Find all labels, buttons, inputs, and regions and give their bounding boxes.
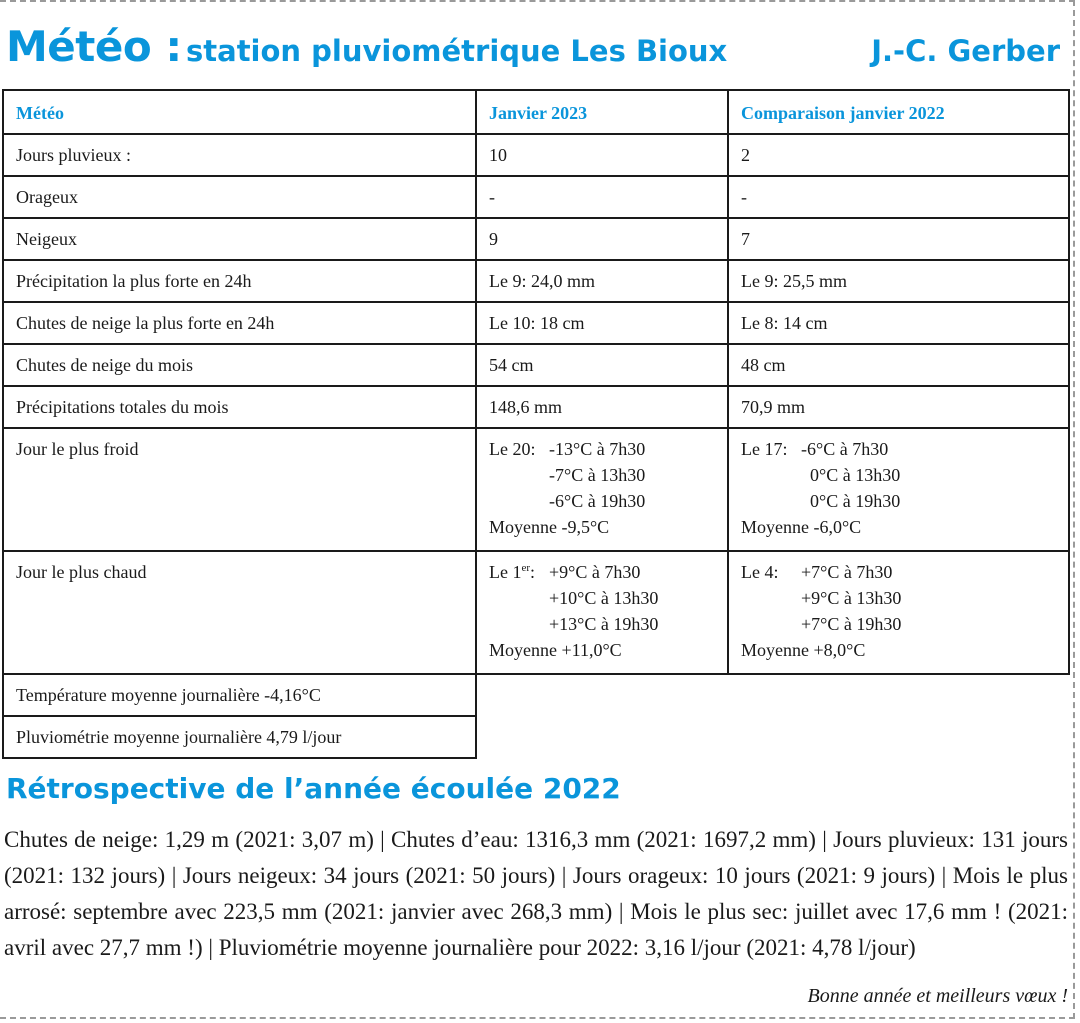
table-row-hottest-day — [3, 551, 1069, 674]
retrospective-title: Rétrospective de l’année écoulée 2022 — [6, 772, 621, 805]
day-label: Le 17: — [741, 439, 788, 459]
temperature-reading: +9°C à 13h30 — [801, 588, 902, 608]
brand-title: Météo : — [6, 22, 182, 71]
value-2022: 48 cm — [728, 344, 1069, 386]
row-label: Orageux — [3, 176, 476, 218]
footer-cell: Température moyenne journalière -4,16°C — [3, 674, 476, 716]
row-label: Chutes de neige du mois — [3, 344, 476, 386]
day-label: Le 20: — [489, 439, 536, 459]
table-row — [3, 134, 1069, 176]
day-label: Le 1er: — [489, 562, 536, 582]
day-label: Le 4: — [741, 562, 779, 582]
value-2023: Le 10: 18 cm — [476, 302, 728, 344]
row-label: Précipitation la plus forte en 24h — [3, 260, 476, 302]
daily-mean: Moyenne -6,0°C — [741, 517, 862, 537]
value-2022: - — [728, 176, 1069, 218]
table-row — [3, 344, 1069, 386]
value-2023: 148,6 mm — [476, 386, 728, 428]
closing-greeting: Bonne année et meilleurs vœux ! — [807, 985, 1068, 1007]
value-2022: 70,9 mm — [728, 386, 1069, 428]
temperature-reading: +7°C à 19h30 — [801, 614, 902, 634]
hottest-2022 — [728, 551, 1069, 674]
table-header-row — [3, 90, 1069, 134]
weather-table — [2, 89, 1070, 759]
header — [6, 18, 1066, 78]
daily-mean: Moyenne -9,5°C — [489, 517, 610, 537]
table-row — [3, 386, 1069, 428]
table-row — [3, 218, 1069, 260]
row-label: Précipitations totales du mois — [3, 386, 476, 428]
table-row — [3, 302, 1069, 344]
row-label: Chutes de neige la plus forte en 24h — [3, 302, 476, 344]
temperature-reading: 0°C à 13h30 — [810, 465, 901, 485]
column-header: Comparaison janvier 2022 — [728, 90, 1069, 134]
coldest-2022 — [728, 428, 1069, 551]
retrospective-text: Chutes de neige: 1,29 m (2021: 3,07 m) | Chutes d’eau: 1316,3 mm (2021: 1697,2 mm) | Jours pluvieux: 131 jours (2021: 132 jours) | Jours neigeux: 34 jours (2021: 50 jours) | Jours orageux: 10 jours (2021: 9 jours) | Mois le plus arrosé: septembre avec 223,5 mm (2021: janvier avec 268,3 mm) | Mois le plus sec: juillet avec 17,6 mm ! (2021: avril avec 27,7 mm !) | Pluviométrie moyenne journalière pour 2022: 3,16 l/jour (2021: 4,78 l/jour) — [4, 827, 1068, 960]
value-2023: - — [476, 176, 728, 218]
row-label: Neigeux — [3, 218, 476, 260]
value-2022: Le 9: 25,5 mm — [728, 260, 1069, 302]
value-2022: 2 — [728, 134, 1069, 176]
hottest-2023 — [476, 551, 728, 674]
table-row — [3, 260, 1069, 302]
daily-mean: Moyenne +11,0°C — [489, 640, 622, 660]
temperature-reading: +13°C à 19h30 — [549, 614, 659, 634]
table-row — [3, 176, 1069, 218]
temperature-reading: 0°C à 19h30 — [810, 491, 901, 511]
table-footer-row — [3, 716, 1069, 758]
row-label: Jour le plus chaud — [3, 551, 476, 674]
column-header: Janvier 2023 — [476, 90, 728, 134]
value-2022: Le 8: 14 cm — [728, 302, 1069, 344]
temperature-reading: -6°C à 7h30 — [801, 439, 889, 459]
temperature-reading: -6°C à 19h30 — [549, 491, 646, 511]
coldest-2023 — [476, 428, 728, 551]
author-name: J.-C. Gerber — [871, 34, 1060, 68]
footer-cell: Pluviométrie moyenne journalière 4,79 l/jour — [3, 716, 476, 758]
row-label: Jours pluvieux : — [3, 134, 476, 176]
temperature-reading: -7°C à 13h30 — [549, 465, 646, 485]
column-header: Météo — [3, 90, 476, 134]
page-subtitle: station pluviométrique Les Bioux — [186, 34, 728, 68]
value-2023: Le 9: 24,0 mm — [476, 260, 728, 302]
table-row-coldest-day — [3, 428, 1069, 551]
daily-mean: Moyenne +8,0°C — [741, 640, 866, 660]
temperature-reading: +10°C à 13h30 — [549, 588, 659, 608]
value-2022: 7 — [728, 218, 1069, 260]
temperature-reading: +7°C à 7h30 — [801, 562, 893, 582]
temperature-reading: -13°C à 7h30 — [549, 439, 646, 459]
value-2023: 10 — [476, 134, 728, 176]
value-2023: 9 — [476, 218, 728, 260]
row-label: Jour le plus froid — [3, 428, 476, 551]
value-2023: 54 cm — [476, 344, 728, 386]
temperature-reading: +9°C à 7h30 — [549, 562, 641, 582]
table-footer-row — [3, 674, 1069, 716]
